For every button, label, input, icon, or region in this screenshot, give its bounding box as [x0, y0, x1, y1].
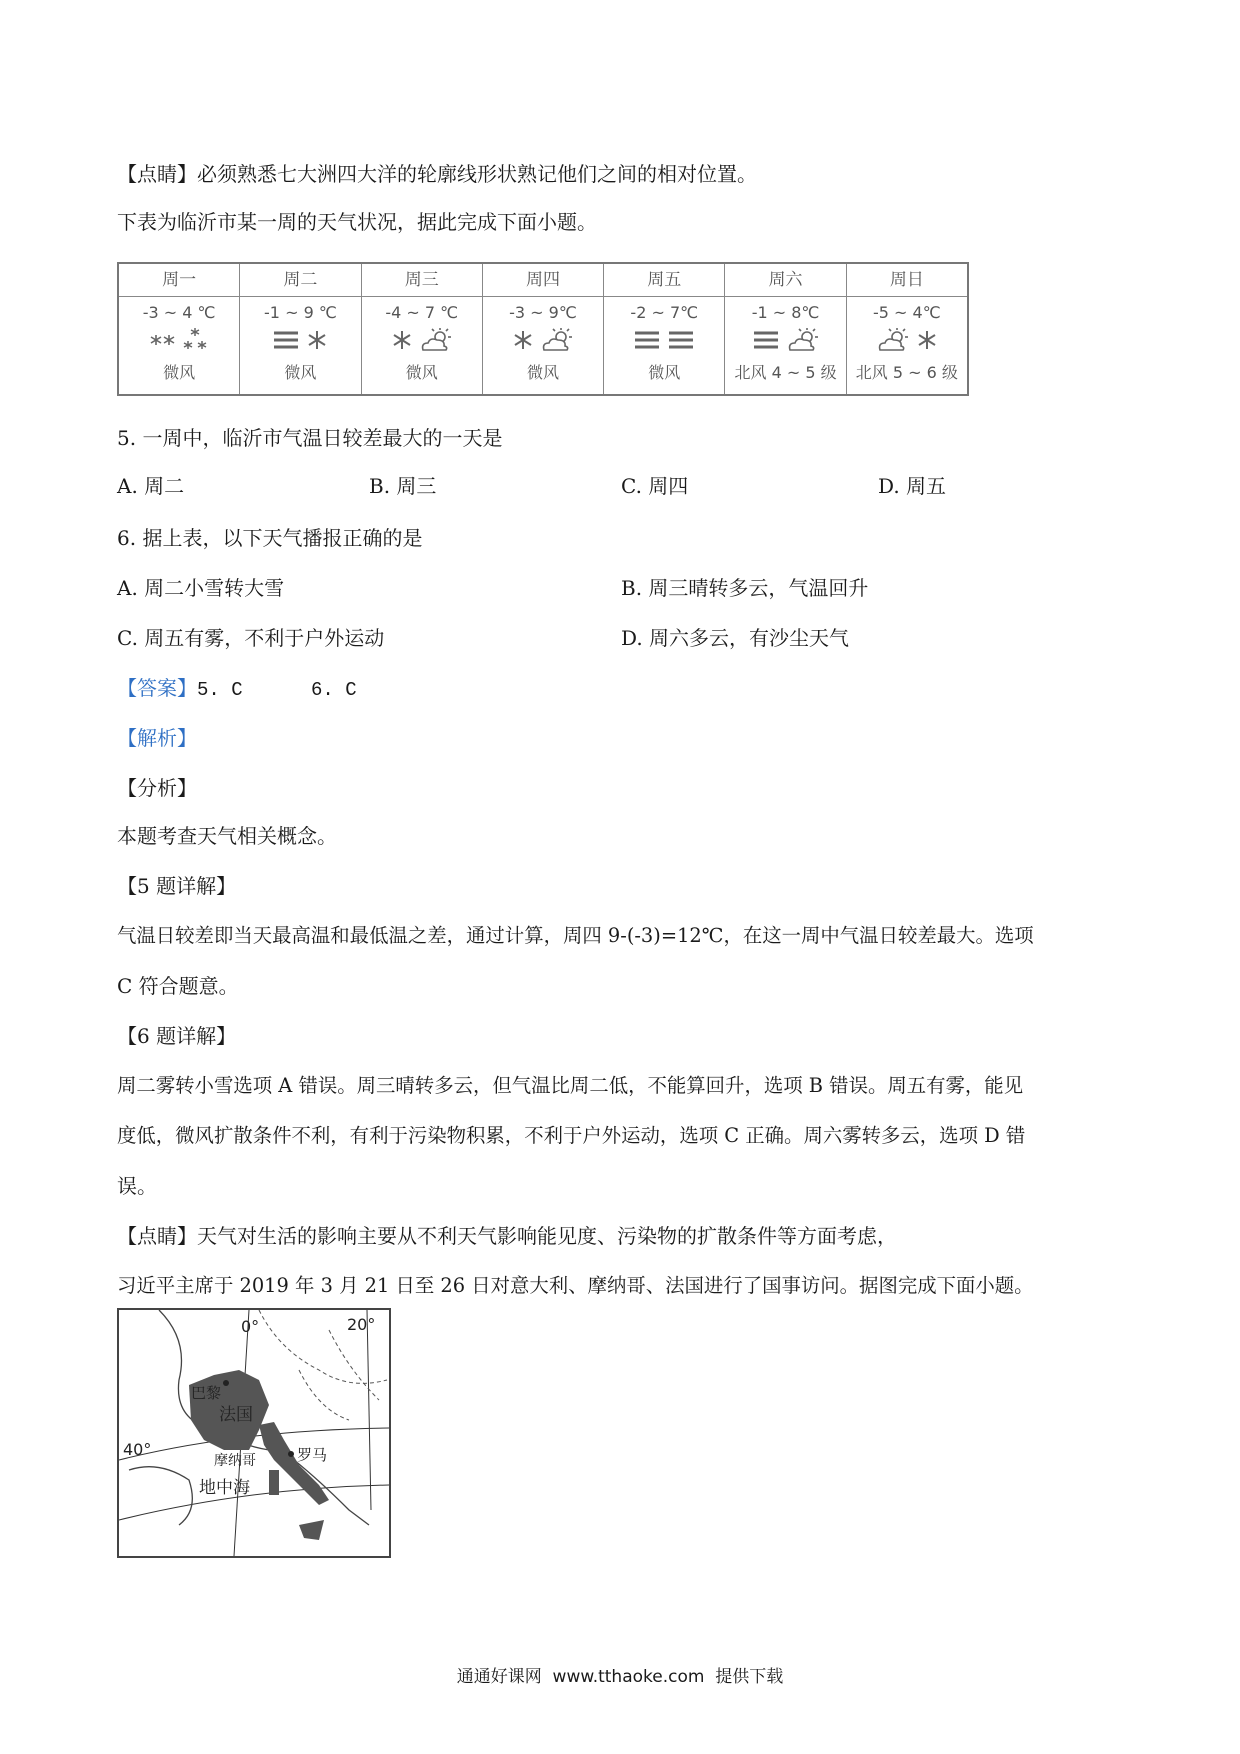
snow-icon	[512, 329, 534, 355]
q5-option-c: C. 周四	[621, 474, 689, 498]
q6-option-a: A. 周二小雪转大雪	[117, 576, 285, 600]
q5-option-a: A. 周二	[117, 474, 185, 498]
weather-day: 周二	[240, 264, 360, 297]
weather-column	[483, 264, 604, 394]
weather-temp: -4 ~ 7 ℃	[385, 303, 459, 322]
q5-stem: 5. 一周中，临沂市气温日较差最大的一天是	[117, 426, 503, 450]
weather-wind: 北风 4 ~ 5 级	[734, 363, 837, 382]
weather-column	[604, 264, 725, 394]
weather-wind: 微风	[648, 363, 681, 382]
partly-cloudy-icon	[786, 328, 820, 356]
heavy-snow-icon	[182, 327, 208, 357]
fog-icon	[272, 330, 300, 354]
d6-line-2: 度低，微风扩散条件不利，有利于污染物积累，不利于户外运动，选项 C 正确。周六雾转多云，选项 D 错	[117, 1124, 1026, 1147]
sardinia-shape	[269, 1470, 279, 1495]
fenxi-text: 本题考查天气相关概念。	[117, 824, 337, 848]
fog-icon	[667, 330, 695, 354]
d5-line-1: 气温日较差即当天最高温和最低温之差，通过计算，周四 9-(-3)=12℃，在这一周中气温日较差最大。选项	[117, 924, 1034, 947]
page-footer: 通通好课网 www.tthaoke.com 提供下载	[456, 1667, 784, 1687]
paris-dot	[223, 1380, 229, 1386]
d6-line-3: 误。	[117, 1174, 157, 1198]
snow-icon	[391, 329, 413, 355]
sicily-shape	[299, 1520, 324, 1540]
meridian-20	[367, 1310, 371, 1510]
label-rome: 罗马	[297, 1446, 328, 1464]
partly-cloudy-icon	[876, 328, 910, 356]
dianjing2-tag: 【点睛】	[117, 1224, 197, 1248]
fenxi-tag: 【分析】	[117, 776, 197, 800]
label-lat40: 40°	[123, 1440, 152, 1459]
q5-option-b: B. 周三	[369, 474, 437, 498]
next-intro: 习近平主席于 2019 年 3 月 21 日至 26 日对意大利、摩纳哥、法国进行了国事访问。据图完成下面小题。	[117, 1274, 1034, 1297]
weather-day: 周三	[362, 264, 482, 297]
label-france: 法国	[219, 1405, 253, 1425]
weather-icons	[633, 324, 695, 360]
answer-text: 5. C 6. C	[197, 679, 357, 701]
rome-dot	[288, 1451, 294, 1457]
weather-column	[362, 264, 483, 394]
weather-icons	[272, 324, 328, 360]
weather-temp: -1 ~ 8℃	[751, 303, 820, 322]
label-lon20: 20°	[347, 1315, 376, 1334]
dianjing-paragraph	[117, 160, 757, 188]
weather-temp: -2 ~ 7℃	[630, 303, 699, 322]
answer-line	[117, 674, 357, 704]
weather-icons	[876, 324, 938, 360]
weather-wind: 微风	[405, 363, 438, 382]
q6-option-b: B. 周三晴转多云，气温回升	[621, 576, 869, 600]
partly-cloudy-icon	[540, 328, 574, 356]
label-paris: 巴黎	[191, 1384, 222, 1402]
d5-tag: 【5 题详解】	[117, 874, 237, 898]
label-monaco: 摩纳哥	[214, 1453, 256, 1469]
weather-wind: 北风 5 ~ 6 级	[855, 363, 958, 382]
weather-wind: 微风	[163, 363, 196, 382]
weather-column	[847, 264, 967, 394]
parallel-30	[119, 1485, 389, 1520]
dianjing2-text: 天气对生活的影响主要从不利天气影响能见度、污染物的扩散条件等方面考虑，	[197, 1224, 897, 1248]
weather-temp: -5 ~ 4℃	[872, 303, 941, 322]
weather-icons	[752, 324, 820, 360]
jiexi-tag: 【解析】	[117, 726, 197, 750]
iberia-coast	[129, 1467, 192, 1525]
dianjing-text: 必须熟悉七大洲四大洋的轮廓线形状熟记他们之间的相对位置。	[197, 162, 757, 186]
snow-icon	[306, 329, 328, 355]
label-med: 地中海	[199, 1478, 250, 1498]
weather-day: 周日	[847, 264, 967, 297]
fog-icon	[752, 330, 780, 354]
weather-table	[117, 262, 969, 396]
answer-tag: 【答案】	[117, 676, 197, 700]
weather-icons	[150, 324, 208, 360]
map-svg	[119, 1310, 389, 1556]
weather-temp: -3 ~ 4 ℃	[142, 303, 216, 322]
europe-map	[117, 1308, 391, 1558]
label-lon0: 0°	[241, 1317, 260, 1336]
borders-2	[299, 1330, 379, 1420]
weather-column	[240, 264, 361, 394]
partly-cloudy-icon	[419, 328, 453, 356]
weather-column	[119, 264, 240, 394]
weather-icons	[391, 324, 453, 360]
weather-icons	[512, 324, 574, 360]
weather-wind: 微风	[284, 363, 317, 382]
q5-option-d: D. 周五	[878, 474, 947, 498]
dianjing2-paragraph	[117, 1222, 897, 1250]
light-snow-icon	[150, 330, 176, 354]
fog-icon	[633, 330, 661, 354]
d5-line-2: C 符合题意。	[117, 974, 239, 998]
weather-day: 周六	[725, 264, 845, 297]
dianjing-tag: 【点睛】	[117, 162, 197, 186]
q6-option-d: D. 周六多云，有沙尘天气	[621, 626, 850, 650]
q6-stem: 6. 据上表，以下天气播报正确的是	[117, 526, 423, 550]
weather-temp: -1 ~ 9 ℃	[264, 303, 337, 322]
d6-line-1: 周二雾转小雪选项 A 错误。周三晴转多云，但气温比周二低，不能算回升，选项 B 错误。周五有雾，能见	[117, 1074, 1024, 1097]
weather-day: 周五	[604, 264, 724, 297]
weather-day: 周一	[119, 264, 239, 297]
d6-tag: 【6 题详解】	[117, 1024, 237, 1048]
snow-icon	[916, 329, 938, 355]
weather-day: 周四	[483, 264, 603, 297]
weather-column	[725, 264, 846, 394]
q6-option-c: C. 周五有雾，不利于户外运动	[117, 626, 385, 650]
table-intro: 下表为临沂市某一周的天气状况，据此完成下面小题。	[117, 210, 597, 234]
weather-temp: -3 ~ 9℃	[509, 303, 577, 322]
weather-wind: 微风	[526, 363, 559, 382]
